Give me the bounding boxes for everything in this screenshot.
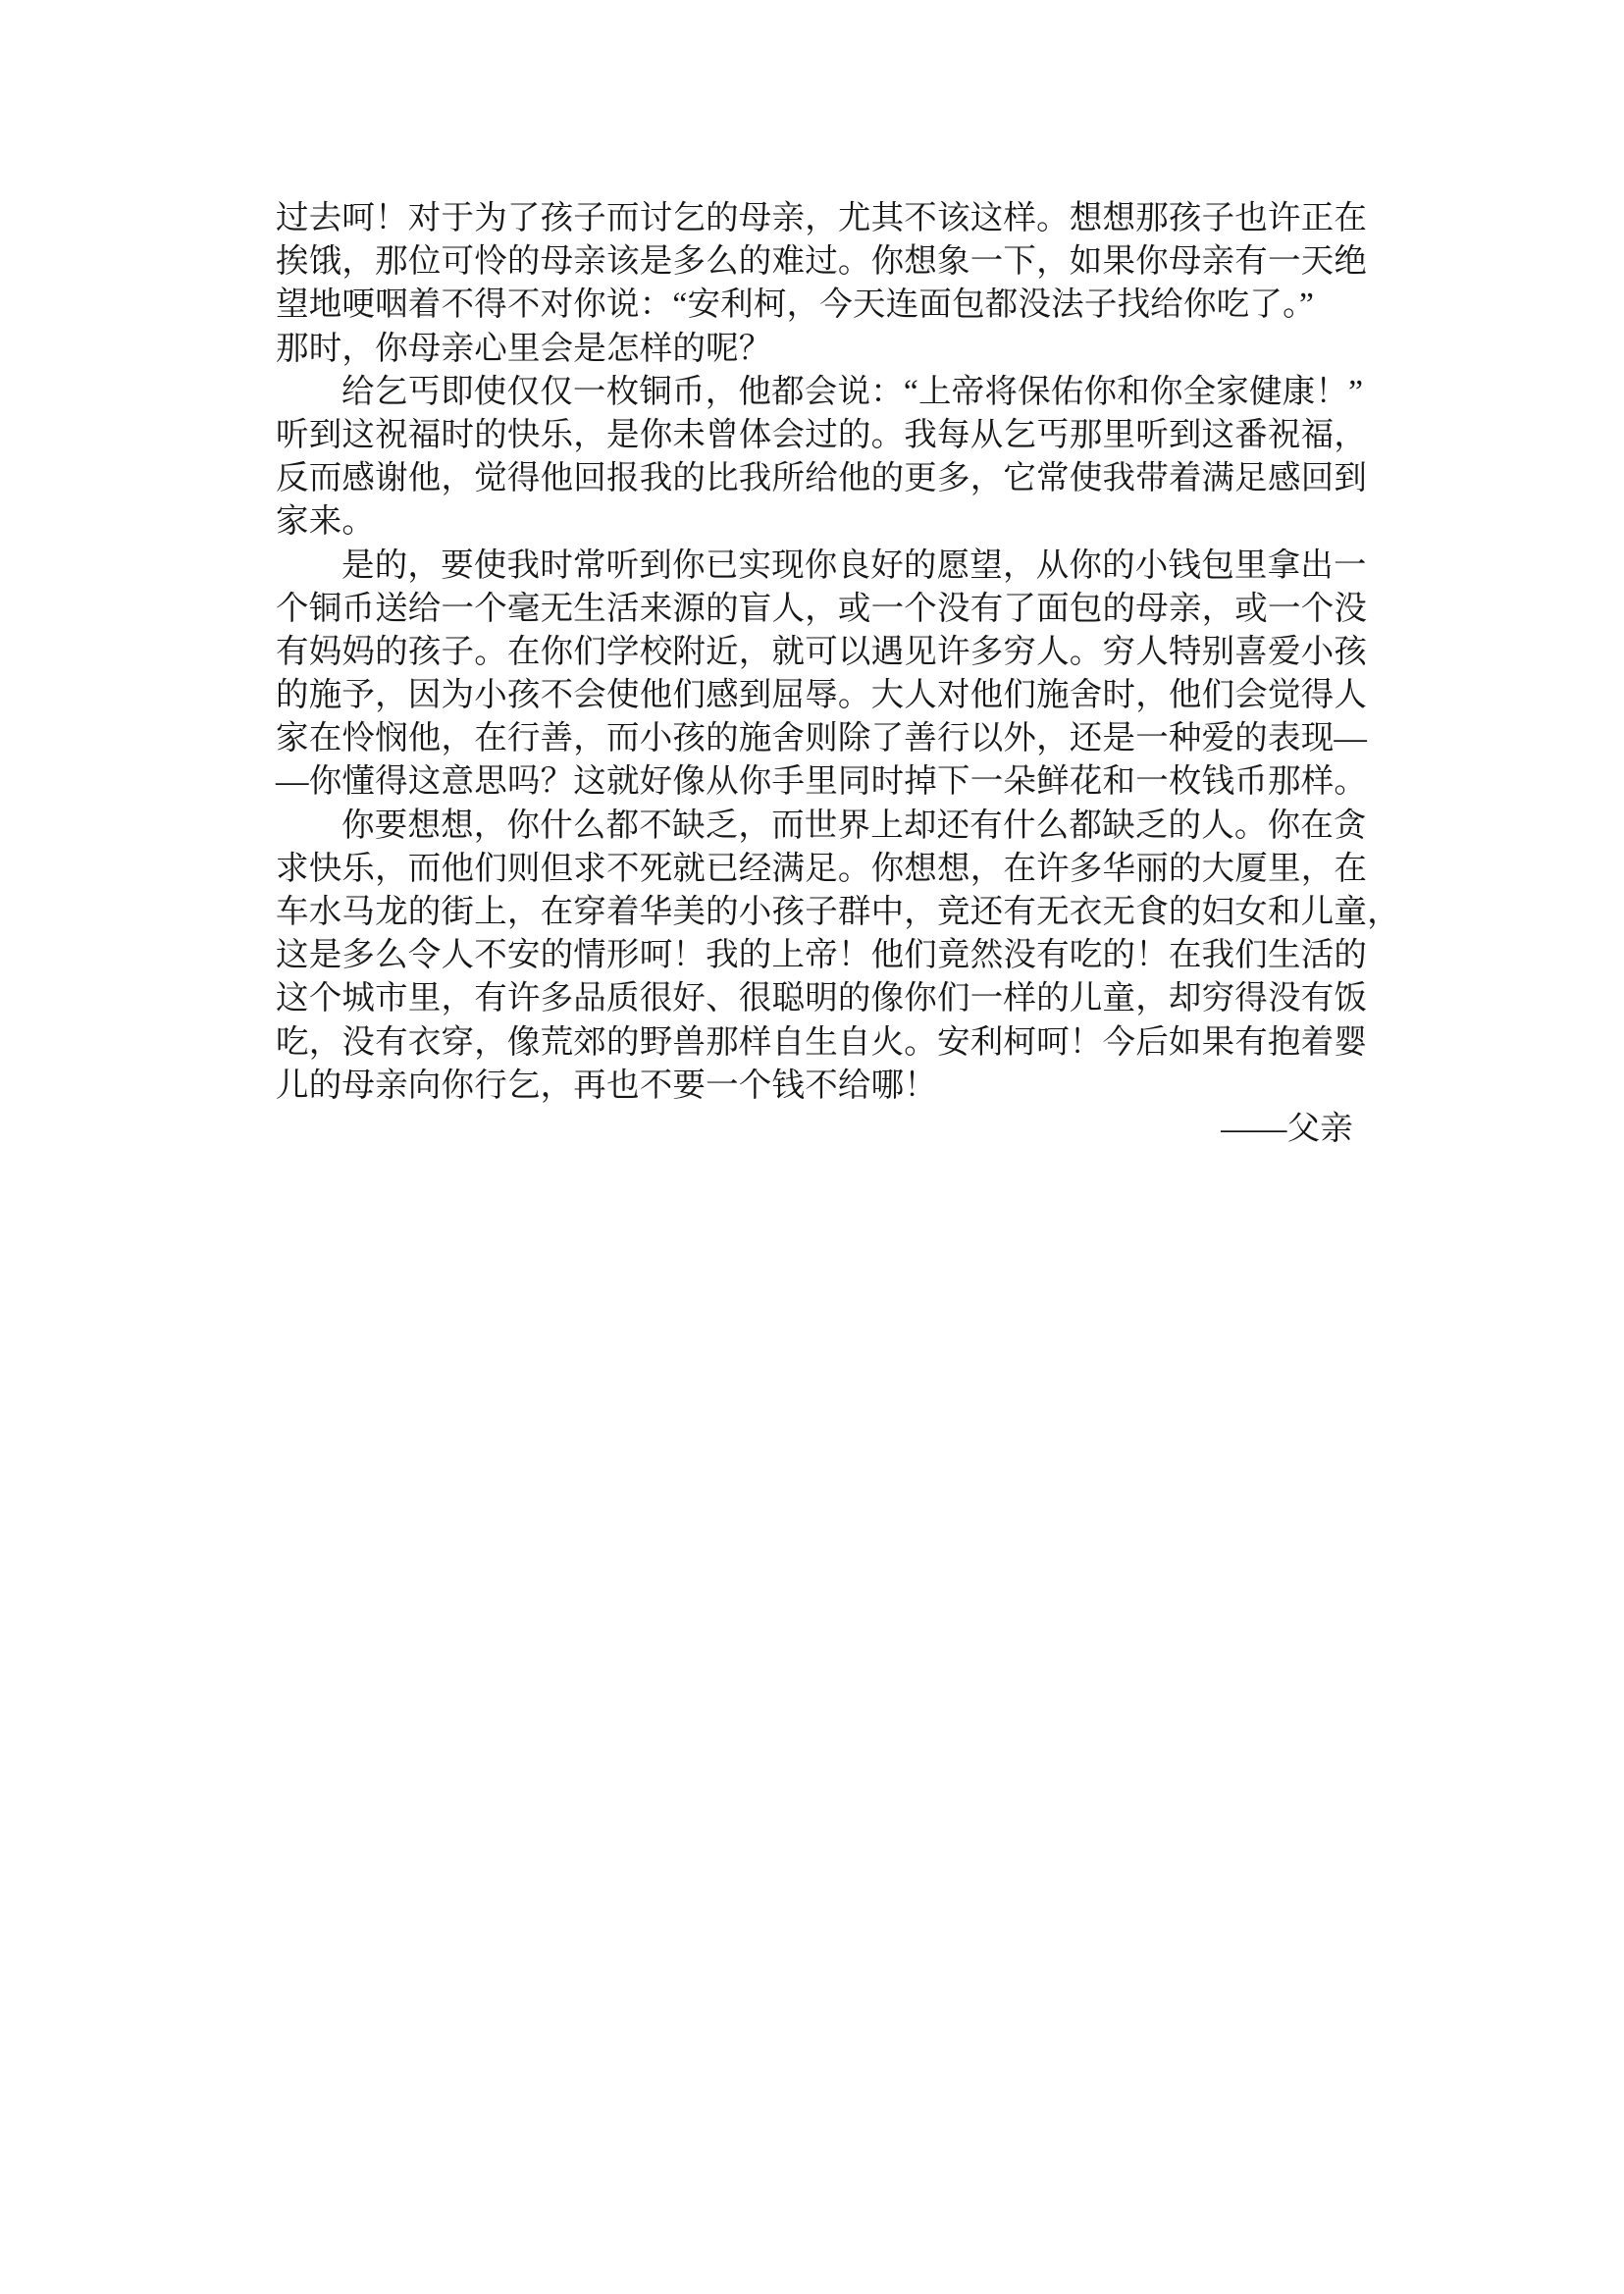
letter-text-block [276,197,1400,1151]
text-line: 给乞丐即使仅仅一枚铜币，他都会说：“上帝将保佑你和你全家健康！” [341,373,1364,410]
text-line: 有妈妈的孩子。在你们学校附近，就可以遇见许多穷人。穷人特别喜爱小孩 [276,633,1368,670]
text-line: 听到这祝福时的快乐，是你未曾体会过的。我每从乞丐那里听到这番祝福， [276,416,1368,453]
paragraph [276,371,1369,545]
text-line: 个铜币送给一个毫无生活来源的盲人，或一个没有了面包的母亲，或一个没 [276,590,1368,627]
text-line: 过去呵！对于为了孩子而讨乞的母亲，尤其不该这样。想想那孩子也许正在 [276,200,1368,236]
text-line: 求快乐，而他们则但求不死就已经满足。你想想，在许多华丽的大厦里，在 [276,850,1368,887]
text-line: 你要想想，你什么都不缺乏，而世界上却还有什么都缺乏的人。你在贪 [341,807,1367,844]
text-line: 挨饿，那位可怜的母亲该是多么的难过。你想象一下，如果你母亲有一天绝 [276,243,1368,281]
signature-author: ——父亲 [1221,1110,1353,1147]
text-line: 车水马龙的街上，在穿着华美的小孩子群中，竞还有无衣无食的妇女和儿童， [276,894,1400,930]
text-line: 这是多么令人不安的情形呵！我的上帝！他们竟然没有吃的！在我们生活的 [276,937,1368,974]
paragraph [276,197,1369,371]
text-line: 吃，没有衣穿，像荒郊的野兽那样自生自火。安利柯呵！今后如果有抱着婴 [276,1023,1368,1061]
text-line: 反而感谢他，觉得他回报我的比我所给他的更多，它常使我带着满足感回到 [276,460,1368,497]
paragraph [276,805,1400,1108]
text-line: 家来。 [276,503,376,541]
text-line: 是的，要使我时常听到你已实现你良好的愿望，从你的小钱包里拿出一 [341,547,1367,584]
paragraph [276,545,1369,805]
text-line: 这个城市里，有许多品质很好、很聪明的像你们一样的儿童，却穷得没有饭 [276,980,1368,1017]
text-line: 那时，你母亲心里会是怎样的呢？ [276,330,772,367]
text-line: 儿的母亲向你行乞，再也不要一个钱不给哪！ [276,1067,937,1104]
text-line: —你懂得这意思吗？这就好像从你手里同时掉下一朵鲜花和一枚钱币那样。 [276,763,1368,801]
text-line: 家在怜悯他，在行善，而小孩的施舍则除了善行以外，还是一种爱的表现— [276,720,1368,757]
text-line: 的施予，因为小孩不会使他们感到屈辱。大人对他们施舍时，他们会觉得人 [276,677,1368,714]
text-line: 望地哽咽着不得不对你说：“安利柯，今天连面包都没法子找给你吃了。” [276,287,1315,324]
